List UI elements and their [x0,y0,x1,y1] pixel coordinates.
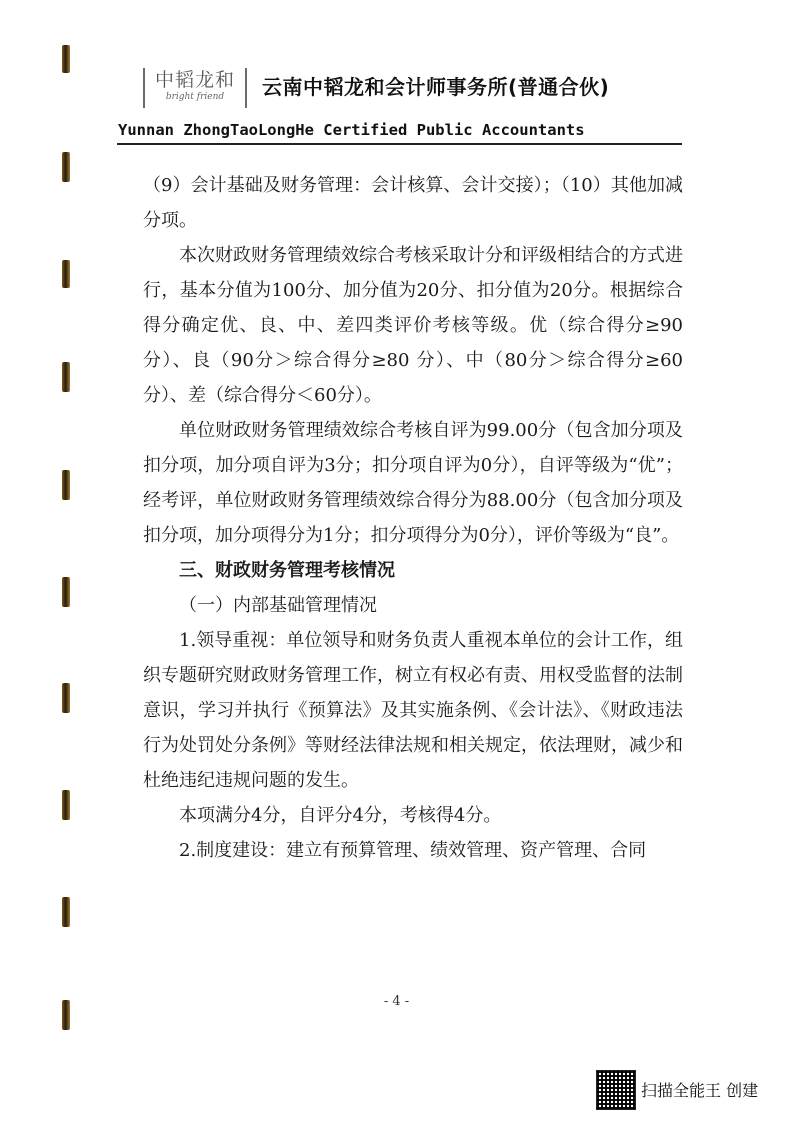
binding-hole [62,260,70,288]
paragraph-system-building: 2.制度建设：建立有预算管理、绩效管理、资产管理、合同 [179,840,647,861]
page-number: - 4 - [383,994,410,1009]
paragraph-assessment-result: 单位财政财务管理绩效综合考核自评为99.00分（包含加分项及扣分项，加分项自评为3分；扣分项自评为0分），自评等级为“优”；经考评，单位财政财务管理绩效综合得分为88.00分（包含加分项及扣分项，加分项得分为1分；扣分项得分为0分），评价等级为“良”。 [143,420,683,546]
binding-hole [62,362,70,392]
binding-hole [62,577,70,607]
binding-hole [62,897,70,927]
firm-title-english: Yunnan ZhongTaoLongHe Certified Public Accountants [118,121,585,139]
paragraph-scoring-items-end: （9）会计基础及财务管理：会计核算、会计交接）；（10）其他加减分项。 [143,175,683,231]
document-body [143,168,683,868]
section-heading-3: 三、财政财务管理考核情况 [179,560,395,581]
qr-code-icon [596,1070,636,1110]
binding-hole [62,45,70,73]
header-divider [117,143,682,145]
subsection-heading-1: （一）内部基础管理情况 [179,595,377,616]
binding-hole [62,470,70,500]
paragraph-scoring-method: 本次财政财务管理绩效综合考核采取计分和评级相结合的方式进行，基本分值为100分、加分值为20分、扣分值为20分。根据综合得分确定优、良、中、差四类评价考核等级。优（综合得分≥90分）、良（90分＞综合得分≥80 分）、中（80分＞综合得分≥60分）、差（综合得分＜60分）。 [143,245,683,406]
logo-chinese: 中韬龙和 [154,69,235,91]
scanner-watermark: 扫描全能王 创建 [641,1081,759,1100]
logo-english: bright friend [165,92,225,102]
paragraph-leadership: 1.领导重视：单位领导和财务负责人重视本单位的会计工作，组织专题研究财政财务管理工作，树立有权必有责、用权受监督的法制意识，学习并执行《预算法》及其实施条例、《会计法》、《财政违法行为处罚处分条例》等财经法律法规和相关规定，依法理财，减少和杜绝违纪违规问题的发生。 [143,630,683,791]
firm-title: 云南中韬龙和会计师事务所(普通合伙) [262,75,610,99]
paragraph-leadership-score: 本项满分4分，自评分4分，考核得4分。 [179,805,502,826]
firm-logo [143,68,247,108]
binding-hole [62,683,70,713]
binding-hole [62,790,70,820]
binding-hole [62,152,70,182]
